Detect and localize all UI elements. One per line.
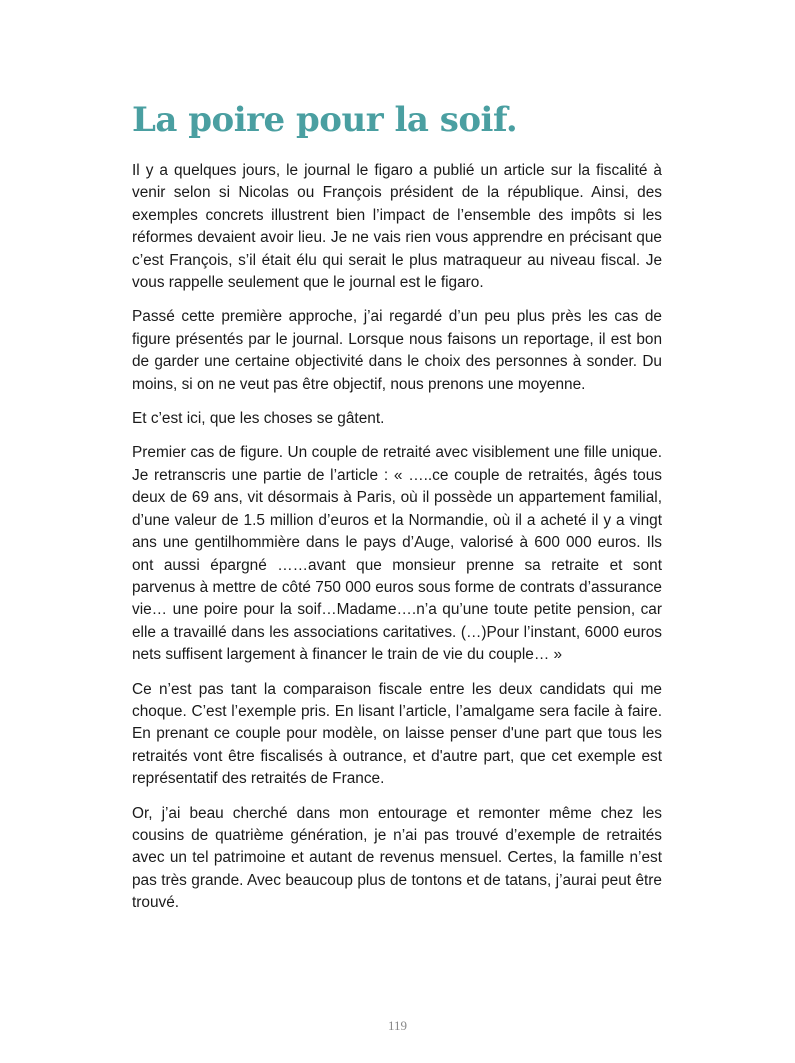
page-number: 119: [387, 1018, 408, 1033]
body-text: [132, 160, 662, 927]
chapter-title: La poire pour la soif.: [132, 100, 518, 140]
paragraph: Il y a quelques jours, le journal le figaro a publié un article sur la fiscalité à venir selon si Nicolas ou François président de la république. Ainsi, des exemples concrets illustrent bien l’impact de l’ensemble des impôts si les réformes devaient avoir lieu. Je ne vais rien vous apprendre en précisant que c’est François, s’il était élu qui serait le plus matraqueur au niveau fiscal. Je vous rappelle seulement que le journal est le figaro.: [132, 162, 662, 292]
paragraph: Ce n’est pas tant la comparaison fiscale entre les deux candidats qui me choque. C’est l’exemple pris. En lisant l’article, l’amalgame sera facile à faire. En prenant ce couple pour modèle, on laisse penser d'une part que tous les retraités vont être fiscalisés à outrance, et d'autre part, que cet exemple est représentatif des retraités de France.: [132, 680, 662, 788]
paragraph: Et c’est ici, que les choses se gâtent.: [132, 410, 385, 428]
paragraph: Passé cette première approche, j’ai regardé d’un peu plus près les cas de figure présentés par le journal. Lorsque nous faisons un reportage, il est bon de garder une certaine objectivité dans le choix des personnes à sonder. Du moins, si on ne veut pas être objectif, nous prenons une moyenne.: [132, 308, 662, 393]
paragraph: Or, j’ai beau cherché dans mon entourage et remonter même chez les cousins de quatrième génération, je n’ai pas trouvé d’exemple de retraités avec un tel patrimoine et autant de revenus mensuel. Certes, la famille n’est pas très grande. Avec beaucoup plus de tontons et de tatans, j’aurai peut être trouvé.: [132, 804, 662, 912]
paragraph: Premier cas de figure. Un couple de retraité avec visiblement une fille unique. Je retranscris une partie de l’article : « …..ce couple de retraités, âgés tous deux de 69 ans, vit désormais à Paris, où il possède un appartement familial, d’une valeur de 1.5 million d’euros et la Normandie, où il a acheté il y a vingt ans une gentilhommière dans le pays d’Auge, valorisé à 600 000 euros. Ils ont aussi épargné ……avant que monsieur prenne sa retraite et sont parvenus à mettre de côté 750 000 euros sous forme de contrats d’assurance vie… une poire pour la soif…Madame….n’a qu’une toute petite pension, car elle a travaillé dans les associations caritatives. (…)Pour l’instant, 6000 euros nets suffisent largement à financer le train de vie du couple… »: [132, 444, 662, 664]
